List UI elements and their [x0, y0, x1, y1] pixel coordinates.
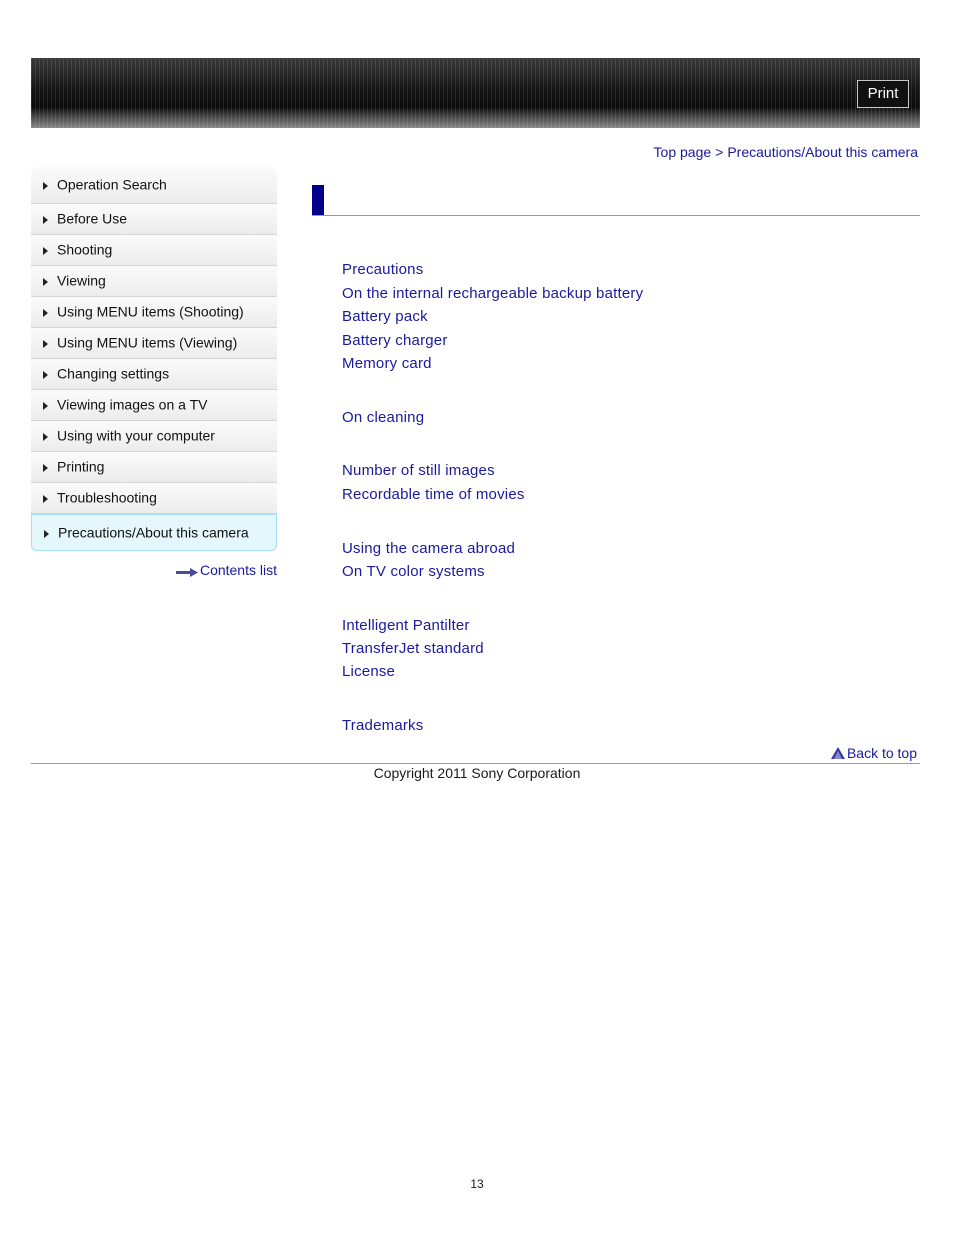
sidebar-item-label: Printing — [57, 458, 105, 475]
sidebar-item-computer[interactable] — [31, 421, 277, 452]
triangle-right-icon — [43, 278, 48, 286]
triangle-right-icon — [43, 433, 48, 441]
triangle-right-icon — [44, 530, 49, 538]
sidebar-item-label: Precautions/About this camera — [58, 524, 249, 541]
sidebar-item-label: Viewing — [57, 272, 106, 289]
sidebar-item-label: Operation Search — [57, 176, 167, 193]
sidebar-item-viewing-on-tv[interactable] — [31, 390, 277, 421]
sidebar-item-label: Before Use — [57, 210, 128, 227]
sidebar — [31, 167, 277, 551]
sidebar-item-label: Shooting — [57, 241, 113, 258]
link-precautions[interactable]: Precautions — [342, 261, 424, 278]
link-tv-color-systems[interactable]: On TV color systems — [342, 563, 485, 580]
triangle-up-icon — [831, 747, 845, 759]
sidebar-item-label: Viewing images on a TV — [57, 396, 208, 413]
sidebar-item-label: Using MENU items (Shooting) — [57, 303, 244, 320]
sidebar-item-label: Using with your computer — [57, 427, 215, 444]
link-transferjet[interactable]: TransferJet standard — [342, 640, 484, 657]
sidebar-item-before-use[interactable] — [31, 204, 277, 235]
link-backup-battery[interactable]: On the internal rechargeable backup battery — [342, 285, 644, 302]
sidebar-item-precautions[interactable] — [31, 514, 277, 551]
triangle-right-icon — [43, 464, 48, 472]
breadcrumb-current[interactable]: Precautions/About this camera — [727, 144, 918, 160]
triangle-right-icon — [43, 495, 48, 503]
link-intelligent-pantilter[interactable]: Intelligent Pantilter — [342, 617, 470, 634]
sidebar-item-shooting[interactable] — [31, 235, 277, 266]
breadcrumb — [654, 144, 918, 160]
link-recordable-time[interactable]: Recordable time of movies — [342, 486, 525, 503]
breadcrumb-separator: > — [715, 144, 724, 160]
arrow-right-icon — [176, 568, 198, 577]
copyright-text: Copyright 2011 Sony Corporation — [373, 765, 581, 781]
contents-list-label: Contents list — [199, 562, 277, 578]
link-on-cleaning[interactable]: On cleaning — [342, 409, 425, 426]
triangle-right-icon — [43, 402, 48, 410]
sidebar-item-label: Troubleshooting — [57, 489, 157, 506]
triangle-right-icon — [43, 247, 48, 255]
link-license[interactable]: License — [342, 663, 396, 680]
sidebar-item-label: Changing settings — [57, 365, 170, 382]
sidebar-item-printing[interactable] — [31, 452, 277, 483]
link-memory-card[interactable]: Memory card — [342, 355, 432, 372]
page-title-bar — [312, 185, 920, 216]
page-number: 13 — [470, 1177, 484, 1191]
triangle-right-icon — [43, 309, 48, 317]
contents-list-link[interactable] — [176, 562, 277, 578]
header-banner — [31, 58, 920, 128]
triangle-right-icon — [43, 182, 48, 190]
sidebar-item-viewing[interactable] — [31, 266, 277, 297]
link-camera-abroad[interactable]: Using the camera abroad — [342, 540, 516, 557]
link-battery-charger[interactable]: Battery charger — [342, 332, 448, 349]
back-to-top-link[interactable] — [831, 745, 917, 761]
sidebar-item-label: Using MENU items (Viewing) — [57, 334, 238, 351]
triangle-right-icon — [43, 216, 48, 224]
title-marker — [312, 185, 324, 215]
sidebar-item-changing-settings[interactable] — [31, 359, 277, 390]
link-trademarks[interactable]: Trademarks — [342, 717, 424, 734]
sidebar-item-menu-shooting[interactable] — [31, 297, 277, 328]
sidebar-item-operation-search[interactable] — [31, 167, 277, 204]
link-battery-pack[interactable]: Battery pack — [342, 308, 428, 325]
back-to-top-label: Back to top — [846, 745, 917, 761]
link-number-still-images[interactable]: Number of still images — [342, 462, 495, 479]
breadcrumb-top-page[interactable]: Top page — [653, 144, 712, 160]
triangle-right-icon — [43, 340, 48, 348]
print-button[interactable]: Print — [857, 80, 909, 108]
sidebar-item-menu-viewing[interactable] — [31, 328, 277, 359]
footer-divider — [31, 763, 920, 764]
triangle-right-icon — [43, 371, 48, 379]
sidebar-item-troubleshooting[interactable] — [31, 483, 277, 514]
